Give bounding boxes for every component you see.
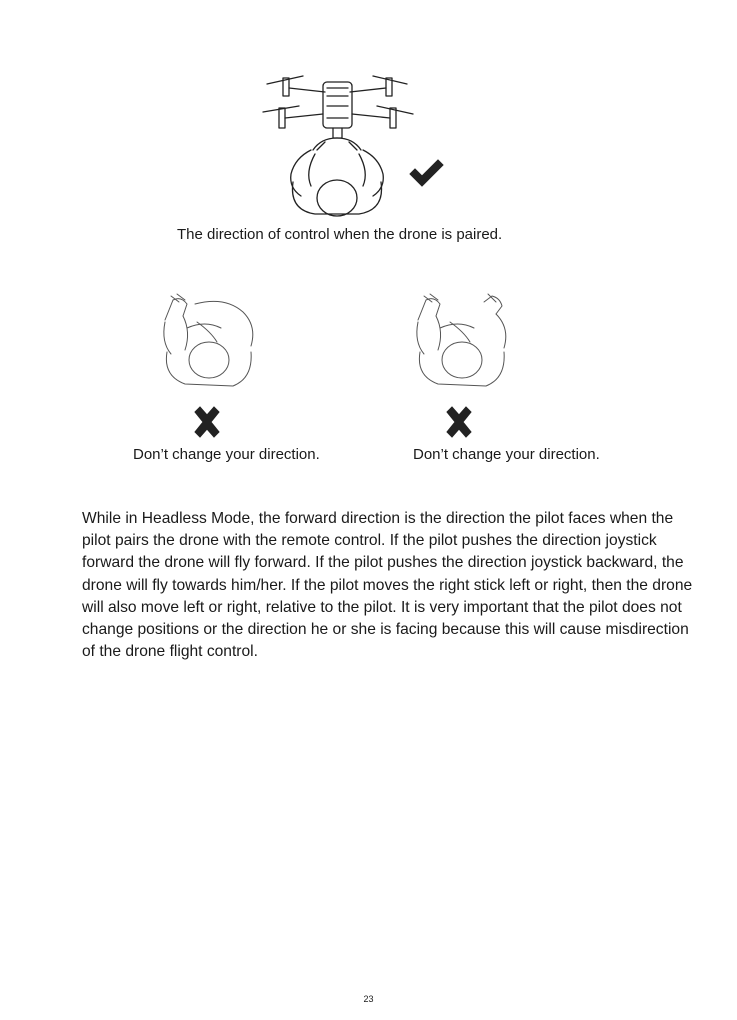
paired-pilot-illustration <box>255 62 420 222</box>
cross-icon-left <box>192 406 222 438</box>
paired-caption: The direction of control when the drone is paired. <box>177 226 503 243</box>
cross-icon-right <box>444 406 474 438</box>
wrong-right-caption: Don’t change your direction. <box>413 446 600 463</box>
page-number: 23 <box>363 994 374 1004</box>
wrong-direction-illustration-right <box>408 292 518 392</box>
wrong-direction-illustration-left <box>155 292 265 392</box>
drone-illustration <box>263 76 413 138</box>
checkmark-icon <box>408 158 444 188</box>
wrong-left-caption: Don’t change your direction. <box>133 446 320 463</box>
headless-mode-paragraph: While in Headless Mode, the forward direction is the direction the pilot faces when the pilot pairs the drone with the remote control. If the pilot pushes the direction joystick forward the drone will fly forward. If the pilot pushes the direction joystick backward, the drone will fly towards him/her. If the pilot moves the right stick left or right, then the drone will also move left or right, relative to the pilot. It is very important that the pilot does not change positions or the direction he or she is facing because this will cause misdirection of the drone flight control. <box>82 510 693 661</box>
